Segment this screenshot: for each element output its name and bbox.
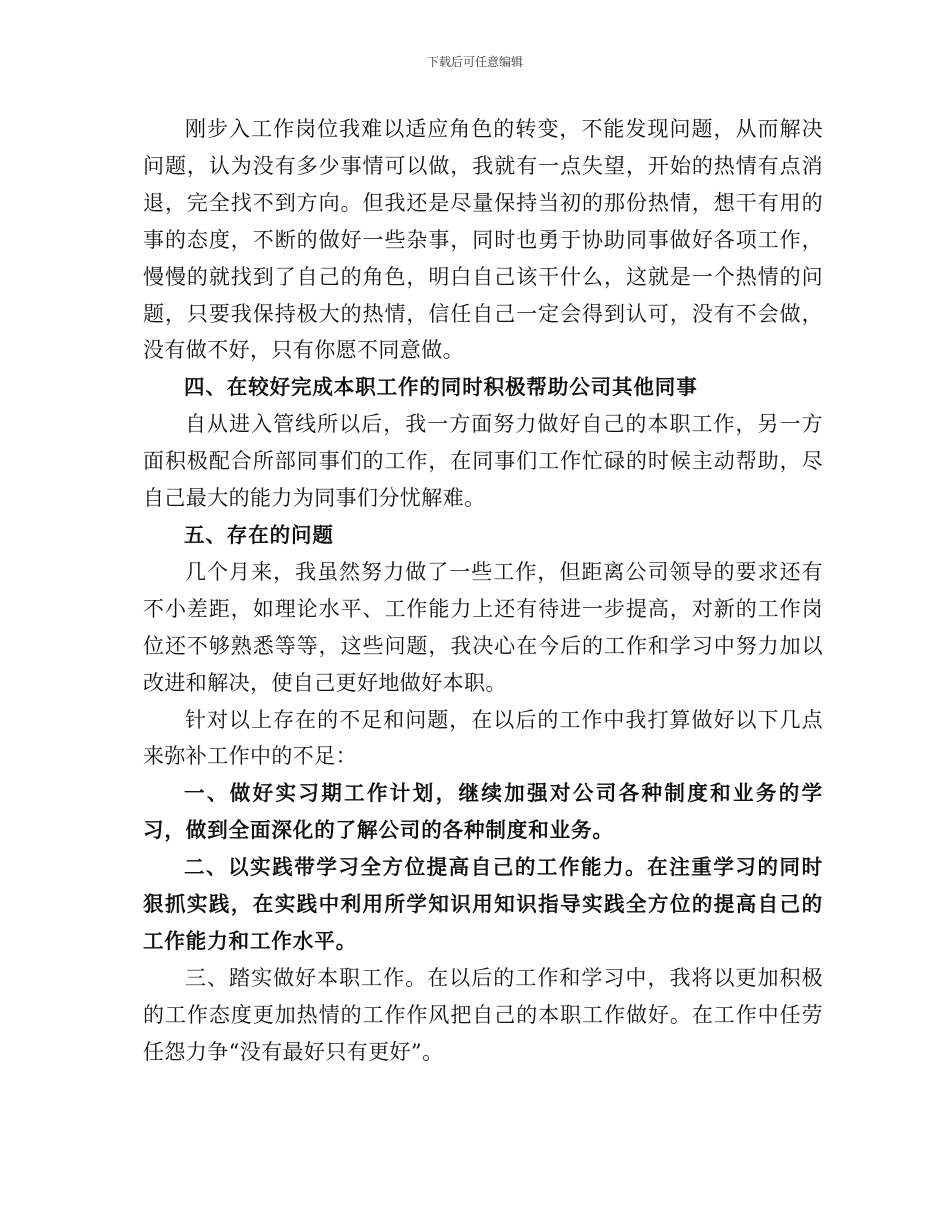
- section-heading-existing-problems: 五、存在的问题: [184, 522, 334, 547]
- section-heading-helping-colleagues: 四、在较好完成本职工作的同时积极帮助公司其他同事: [184, 375, 698, 400]
- document-body: [143, 111, 823, 1071]
- paragraph-role-adaptation: 刚步入工作岗位我难以适应角色的转变，不能发现问题，从而解决问题，认为没有多少事情可以做，我就有一点失望，开始的热情有点消退，完全找不到方向。但我还是尽量保持当初的那份热情，想干有用的事的态度，不断的做好一些杂事，同时也勇于协助同事做好各项工作，慢慢的就找到了自己的角色，明白自己该干什么，这就是一个热情的问题，只要我保持极大的热情，信任自己一定会得到认可，没有不会做，没有做不好，只有你愿不同意做。: [143, 117, 823, 363]
- header-note: 下载后可任意编辑: [426, 55, 523, 69]
- paragraph-plan-item-2: 二、以实践带学习全方位提高自己的工作能力。在注重学习的同时狠抓实践，在实践中利用所学知识用知识指导实践全方位的提高自己的工作能力和工作水平。: [143, 855, 823, 953]
- paragraph-existing-problems: 几个月来，我虽然努力做了一些工作，但距离公司领导的要求还有不小差距，如理论水平、工作能力上还有待进一步提高，对新的工作岗位还不够熟悉等等，这些问题，我决心在今后的工作和学习中努力加以改进和解决，使自己更好地做好本职。: [143, 559, 823, 695]
- paragraph-improvement-intro: 针对以上存在的不足和问题，在以后的工作中我打算做好以下几点来弥补工作中的不足：: [143, 707, 823, 769]
- paragraph-helping-colleagues: 自从进入管线所以后，我一方面努力做好自己的本职工作，另一方面积极配合所部同事们的工作，在同事们工作忙碌的时候主动帮助，尽自己最大的能力为同事们分忧解难。: [143, 412, 823, 511]
- paragraph-plan-item-3: 三、踏实做好本职工作。在以后的工作和学习中，我将以更加积极的工作态度更加热情的工作作风把自己的本职工作做好。在工作中任劳任怨力争“没有最好只有更好”。: [143, 965, 823, 1064]
- paragraph-plan-item-1: 一、做好实习期工作计划，继续加强对公司各种制度和业务的学习，做到全面深化的了解公司的各种制度和业务。: [143, 781, 823, 843]
